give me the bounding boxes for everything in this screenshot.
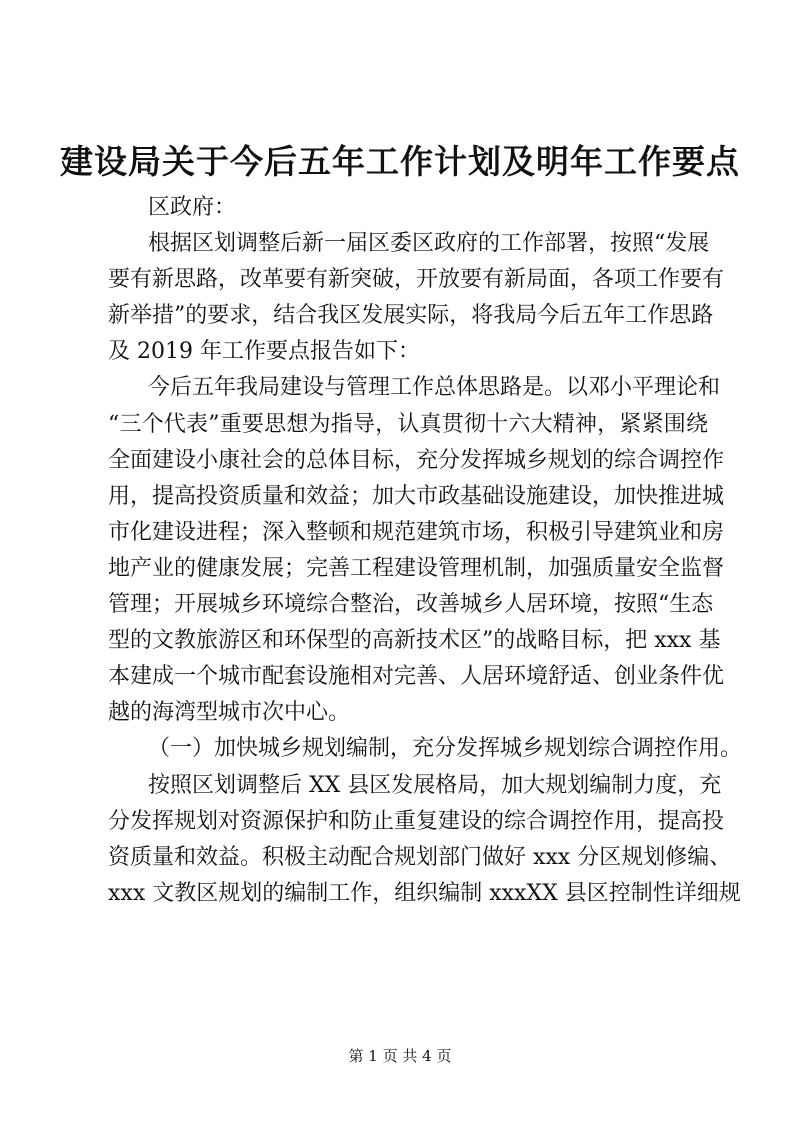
paragraph-line: 全面建设小康社会的总体目标，充分发挥城乡规划的综合调控作	[108, 447, 725, 473]
paragraph-line: 新举措”的要求，结合我区发展实际，将我局今后五年工作思路	[108, 303, 714, 329]
paragraph-line: 分发挥规划对资源保护和防止重复建设的综合调控作用，提高投	[108, 808, 725, 834]
paragraph-line: 按照区划调整后 XX 县区发展格局，加大规划编制力度，充	[148, 772, 722, 798]
paragraph-line: 管理；开展城乡环境综合整治，改善城乡人居环境，按照“生态	[108, 592, 714, 618]
paragraph-line: 市化建设进程；深入整顿和规范建筑市场，积极引导建筑业和房	[108, 519, 725, 545]
paragraph-line: 根据区划调整后新一届区委区政府的工作部署，按照“发展	[148, 231, 710, 257]
document-title: 建设局关于今后五年工作计划及明年工作要点	[60, 142, 740, 181]
section-heading-line: （一）加快城乡规划编制，充分发挥城乡规划综合调控作用。	[148, 736, 743, 762]
paragraph-line: “三个代表”重要思想为指导，认真贯彻十六大精神，紧紧围绕	[108, 411, 708, 437]
paragraph-line: 地产业的健康发展；完善工程建设管理机制，加强质量安全监督	[108, 555, 725, 581]
paragraph-line: 及 2019 年工作要点报告如下：	[108, 339, 420, 365]
paragraph-line: 要有新思路，改革要有新突破，开放要有新局面，各项工作要有	[108, 267, 725, 293]
page-number-footer: 第 1 页 共 4 页	[348, 1047, 452, 1065]
paragraph-line: xxx 文教区规划的编制工作，组织编制 xxxXX 县区控制性详细规	[108, 880, 741, 906]
salutation-line: 区政府：	[148, 195, 237, 220]
paragraph-line: 资质量和效益。积极主动配合规划部门做好 xxx 分区规划修编、	[108, 844, 732, 870]
paragraph-line: 用，提高投资质量和效益；加大市政基础设施建设，加快推进城	[108, 483, 725, 509]
paragraph-line: 本建成一个城市配套设施相对完善、人居环境舒适、创业条件优	[108, 664, 725, 690]
paragraph-line: 型的文教旅游区和环保型的高新技术区”的战略目标，把 xxx 基	[108, 628, 721, 654]
paragraph-line: 越的海湾型城市次中心。	[108, 700, 351, 726]
paragraph-line: 今后五年我局建设与管理工作总体思路是。以邓小平理论和	[148, 375, 721, 401]
document-body	[108, 190, 743, 912]
